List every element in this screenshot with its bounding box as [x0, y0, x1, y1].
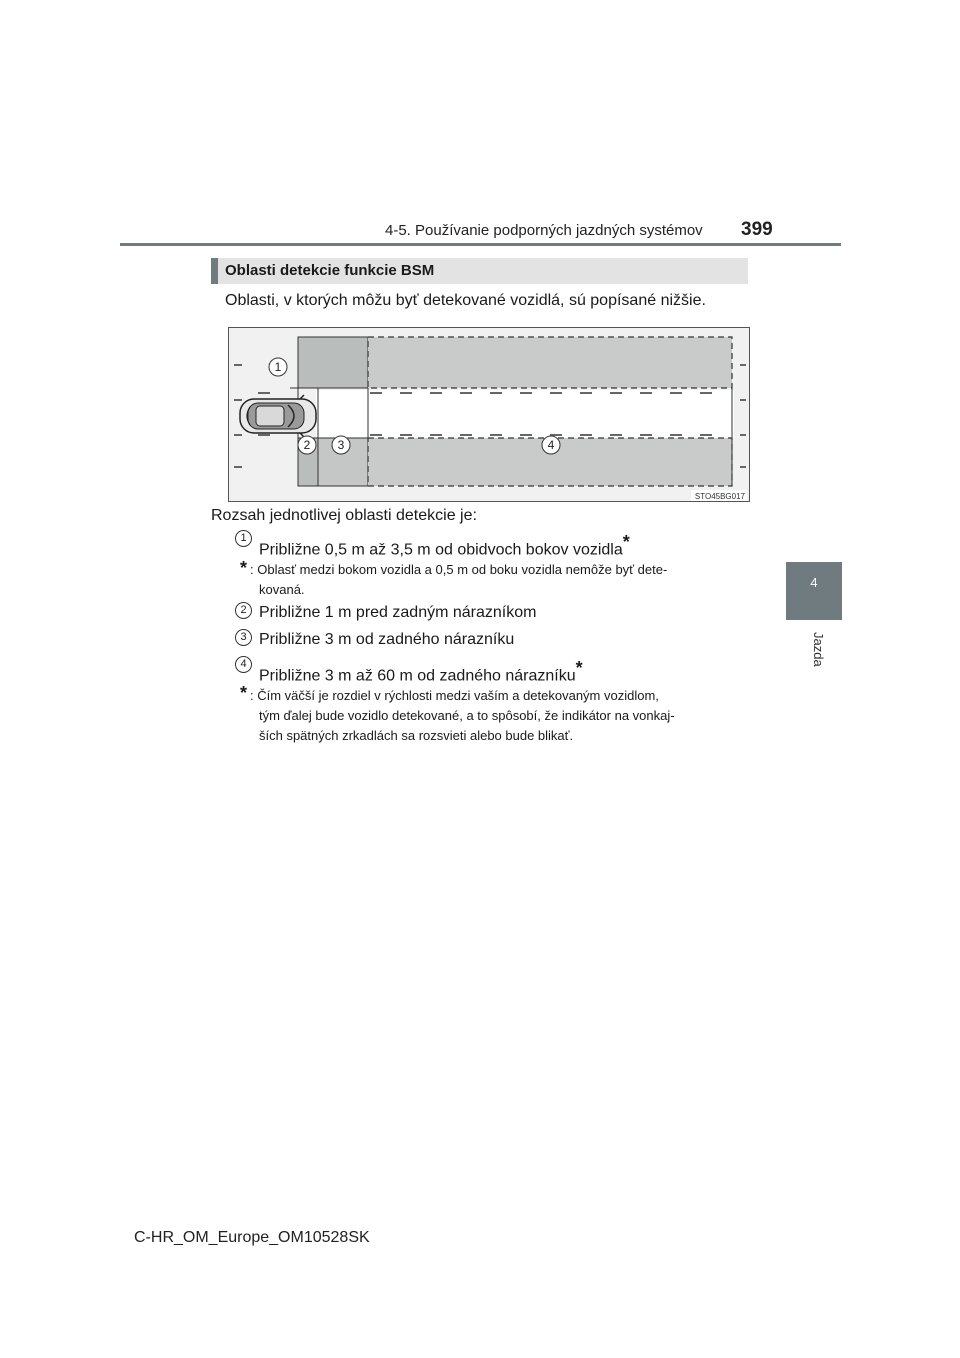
item-4-marker: 4 — [235, 656, 252, 673]
item-2-marker: 2 — [235, 602, 252, 619]
car-top-view-icon — [240, 395, 316, 437]
item-2-text: Približne 1 m pred zadným nárazníkom — [259, 604, 537, 621]
document-code: C-HR_OM_Europe_OM10528SK — [134, 1229, 370, 1246]
callout-1 — [269, 358, 287, 376]
svg-text:3: 3 — [337, 438, 345, 452]
callout-2 — [298, 436, 316, 454]
page-number: 399 — [741, 219, 773, 240]
item-3-text: Približne 3 m od zadného nárazníku — [259, 631, 515, 648]
section-header-accent — [211, 258, 218, 284]
running-header: 4-5. Používanie podporných jazdných systémov — [385, 222, 703, 239]
svg-text:4: 4 — [547, 438, 555, 452]
bsm-detection-diagram — [228, 327, 750, 502]
note-2: : Čím väčší je rozdiel v rýchlosti medzi vaším a detekovaným vozidlom, tým ďalej bude vozidlo detekované, a to spôsobí, že indikátor na vonkaj- ších spätných zrkadlách sa rozsvieti alebo bude blikať. — [250, 688, 675, 743]
figure-code: STO45BG017 — [694, 492, 745, 501]
zone-4-upper — [368, 337, 732, 388]
header-rule — [120, 243, 841, 246]
section-intro: Oblasti, v ktorých môžu byť detekované vozidlá, sú popísané nižšie. — [225, 292, 706, 309]
item-3-marker: 3 — [235, 629, 252, 646]
note-2-mark: * — [240, 683, 248, 703]
chapter-tab-label: Jazda — [811, 632, 826, 667]
item-1-text: Približne 0,5 m až 3,5 m od obidvoch bokov vozidla* — [259, 532, 630, 559]
note-1-mark: * — [240, 558, 248, 578]
chapter-tab-number: 4 — [810, 575, 818, 590]
svg-text:1: 1 — [274, 360, 282, 374]
zone-1-near — [298, 337, 368, 388]
note-1: : Oblasť medzi bokom vozidla a 0,5 m od boku vozidla nemôže byť dete- kovaná. — [250, 562, 668, 597]
section-title: Oblasti detekcie funkcie BSM — [225, 262, 435, 279]
callout-3 — [332, 436, 350, 454]
road-lane — [316, 390, 734, 438]
item-1-marker: 1 — [235, 530, 252, 547]
chapter-tab — [786, 562, 842, 620]
svg-text:2: 2 — [303, 438, 311, 452]
item-4-text: Približne 3 m až 60 m od zadného nárazníku* — [259, 658, 583, 685]
range-intro: Rozsah jednotlivej oblasti detekcie je: — [211, 507, 477, 524]
callout-4 — [542, 436, 560, 454]
